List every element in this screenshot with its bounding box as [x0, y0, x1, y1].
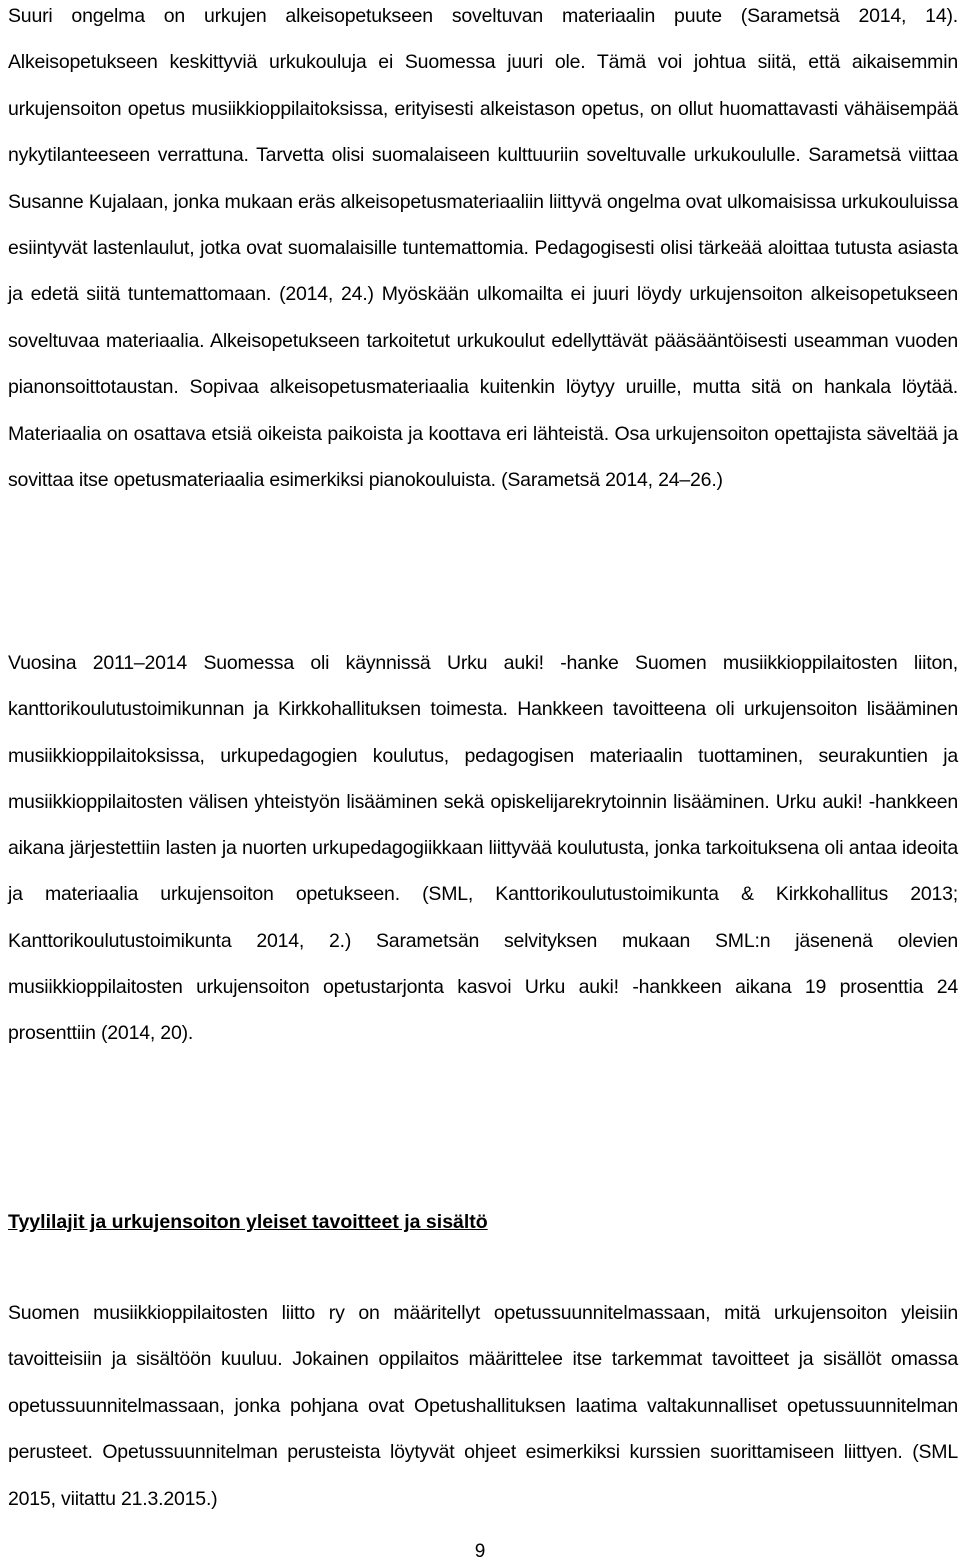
body-paragraph: Suuri ongelma on urkujen alkeisopetukseen soveltuvan materiaalin puute (Sarametsä 2014, 14). Alkeisopetukseen keskittyviä urkukouluja ei Suomessa juuri ole. Tämä voi johtua siitä, että aikaisemmin urkujensoiton opetus musiikkioppilaitoksissa, erityisesti alkeistason opetus, on ollut huomattavasti vähäisempää nykytilanteeseen verrattuna. Tarvetta olisi suomalaiseen kulttuuriin soveltuvalle urkukoululle. Sarametsä viittaa Susanne Kujalaan, jonka mukaan eräs alkeisopetusmateriaaliin liittyvä ongelma ovat ulkomaisissa urkukouluissa esiintyvät lastenlaulut, jotka ovat suomalaisille tuntemattomia. Pedagogisesti olisi tärkeää aloittaa tutusta asiasta ja edetä siitä tuntemattomaan. (2014, 24.) Myöskään ulkomailta ei juuri löydy urkujensoiton alkeisopetukseen soveltuvaa materiaalia. Alkeisopetukseen tarkoitetut urkukoulut edellyttävät pääsääntöisesti useamman vuoden pianonsoittotaustan. Sopivaa alkeisopetusmateriaalia kuitenkin löytyy uruille, mutta sitä on hankala löytää. Materiaalia on osattava etsiä oikeista paikoista ja koottava eri lähteistä. Osa urkujensoiton opettajista säveltää ja sovittaa itse opetusmateriaalia esimerkiksi pianokouluista. (Sarametsä 2014, 24–26.)	[8, 5, 958, 492]
body-paragraph: Suomen musiikkioppilaitosten liitto ry on määritellyt opetussuunnitelmassaan, mitä urkujensoiton yleisiin tavoitteisiin ja sisältöön kuuluu. Jokainen oppilaitos määrittelee itse tarkemmat tavoitteet ja sisällöt omassa opetussuunnitelmassaan, jonka pohjana ovat Opetushallituksen laatima valtakunnalliset opetussuunnitelman perusteet. Opetussuunnitelman perusteista löytyvät ohjeet esimerkiksi kurssien suorittamiseen liittyen. (SML 2015, viitattu 21.3.2015.)	[8, 1302, 958, 1510]
page-number: 9	[474, 1541, 486, 1562]
body-paragraph: Vuosina 2011–2014 Suomessa oli käynnissä Urku auki! -hanke Suomen musiikkioppilaitosten liiton, kanttorikoulutustoimikunnan ja Kirkkohallituksen toimesta. Hankkeen tavoitteena oli urkujensoiton lisääminen musiikkioppilaitoksissa, urkupedagogien koulutus, pedagogisen materiaalin tuottaminen, seurakuntien ja musiikkioppilaitosten välisen yhteistyön lisääminen sekä opiskelijarekrytoinnin lisääminen. Urku auki! -hankkeen aikana järjestettiin lasten ja nuorten urkupedagogiikkaan liittyvää koulutusta, jonka tarkoituksena oli antaa ideoita ja materiaalia urkujensoiton opetukseen. (SML, Kanttorikoulutustoimikunta & Kirkkohallitus 2013; Kanttorikoulutustoimikunta 2014, 2.) Sarametsän selvityksen mukaan SML:n jäsenenä olevien musiikkioppilaitosten urkujensoiton opetustarjonta kasvoi Urku auki! -hankkeen aikana 19 prosenttia 24 prosenttiin (2014, 20).	[8, 652, 958, 1045]
section-heading: Tyylilajit ja urkujensoiton yleiset tavoitteet ja sisältö	[8, 1211, 488, 1233]
